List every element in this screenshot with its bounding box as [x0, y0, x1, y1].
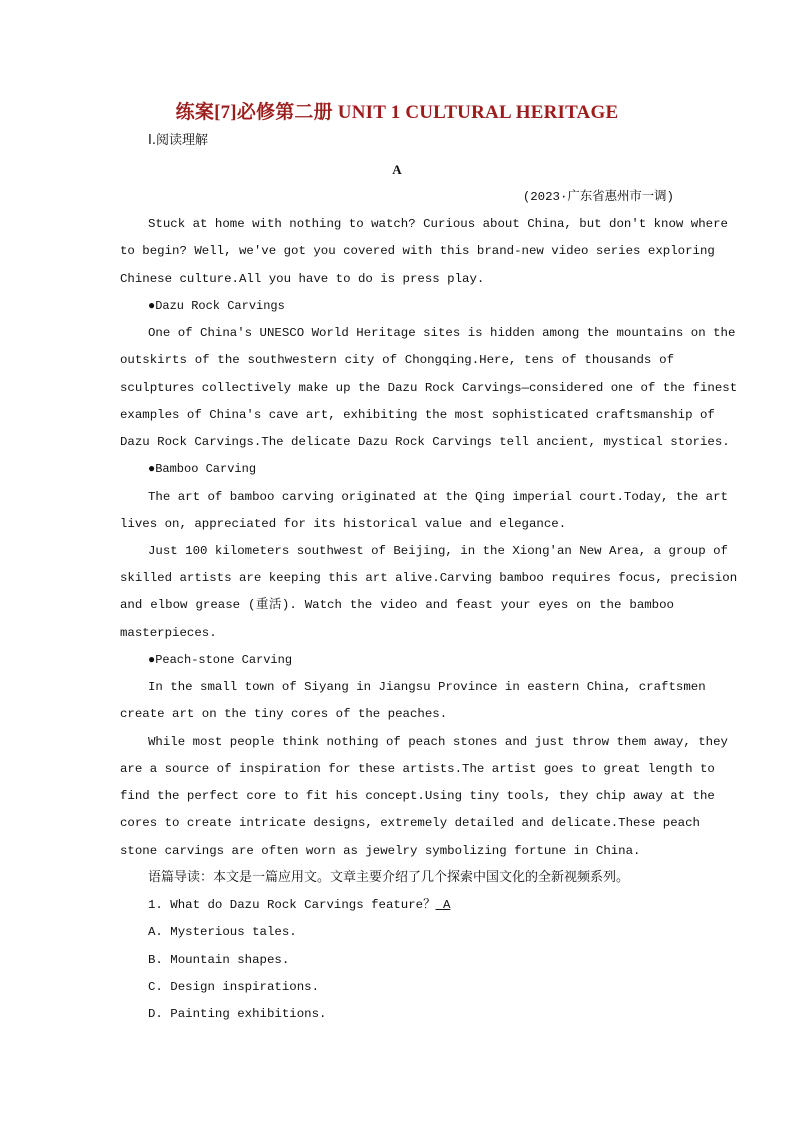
paragraph-line: lives on, appreciated for its historical value and elegance. [120, 517, 567, 531]
option-d: D. Painting exhibitions. [148, 1007, 327, 1021]
paragraph-line: skilled artists are keeping this art alive.Carving bamboo requires focus, precision [120, 571, 738, 585]
option-c: C. Design inspirations. [148, 980, 320, 994]
paragraph-line: find the perfect core to fit his concept.Using tiny tools, they chip away at the [120, 789, 715, 803]
subheading-dazu: ●Dazu Rock Carvings [148, 299, 285, 313]
subheading-peach: ●Peach-stone Carving [148, 653, 293, 667]
paragraph-line: One of China's UNESCO World Heritage sites is hidden among the mountains on the [148, 326, 736, 340]
paragraph-line: and elbow grease (重活). Watch the video and feast your eyes on the bamboo [120, 598, 674, 612]
paragraph-line: cores to create intricate designs, extremely detailed and delicate.These peach [120, 816, 700, 830]
paragraph-line: The art of bamboo carving originated at the Qing imperial court.Today, the art [148, 490, 728, 504]
question-1 [148, 897, 674, 913]
paragraph-line: Stuck at home with nothing to watch? Curious about China, but don't know where [148, 217, 728, 231]
paragraph-line: create art on the tiny cores of the peaches. [120, 707, 448, 721]
paragraph-line: sculptures collectively make up the Dazu Rock Carvings—considered one of the finest [120, 381, 738, 395]
paragraph-line: stone carvings are often worn as jewelry symbolizing fortune in China. [120, 844, 641, 858]
paragraph-line: outskirts of the southwestern city of Chongqing.Here, tens of thousands of [120, 353, 674, 367]
paragraph-line: examples of China's cave art, exhibiting the most sophisticated craftsmanship of [120, 408, 715, 422]
question-stem: 1. What do Dazu Rock Carvings feature？ [148, 898, 436, 912]
paragraph-line: are a source of inspiration for these artists.The artist goes to great length to [120, 762, 715, 776]
paragraph-line: masterpieces. [120, 626, 217, 640]
passage-label: A [392, 162, 402, 177]
answer-blank: A [435, 898, 451, 912]
reading-guide: 语篇导读：本文是一篇应用文。文章主要介绍了几个探索中国文化的全新视频系列。 [148, 870, 630, 885]
paragraph-line: Just 100 kilometers southwest of Beijing, in the Xiong'an New Area, a group of [148, 544, 728, 558]
option-b: B. Mountain shapes. [148, 953, 290, 967]
paragraph-line: While most people think nothing of peach stones and just throw them away, they [148, 735, 728, 749]
paragraph-line: In the small town of Siyang in Jiangsu Province in eastern China, craftsmen [148, 680, 706, 694]
section-heading: Ⅰ.阅读理解 [148, 133, 208, 148]
source-note: (2023·广东省惠州市一调) [522, 190, 674, 204]
option-a: A. Mysterious tales. [148, 925, 297, 939]
paragraph-line: Chinese culture.All you have to do is press play. [120, 272, 485, 286]
subheading-bamboo: ●Bamboo Carving [148, 462, 257, 476]
paragraph-line: to begin? Well, we've got you covered with this brand-new video series exploring [120, 244, 715, 258]
page-title: 练案[7]必修第二册 UNIT 1 CULTURAL HERITAGE [175, 102, 619, 123]
paragraph-line: Dazu Rock Carvings.The delicate Dazu Rock Carvings tell ancient, mystical stories. [120, 435, 730, 449]
